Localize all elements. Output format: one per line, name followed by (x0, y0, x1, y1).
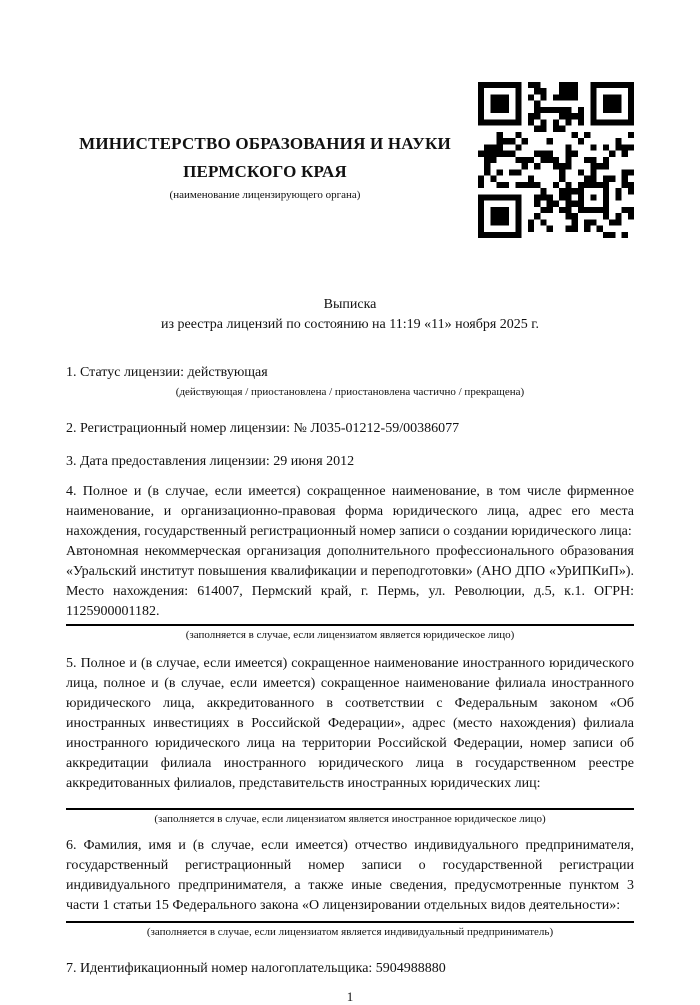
license-status-line: 1. Статус лицензии: действующая (66, 365, 268, 380)
entrepreneur-fill-line (66, 921, 634, 923)
ministry-name-line1: МИНИСТЕРСТВО ОБРАЗОВАНИЯ И НАУКИ (79, 134, 451, 153)
legal-entity-prompt: 4. Полное и (в случае, если имеется) сокращенное наименование, в том числе фирменное наименование, и организационно-правовая форма юридического лица, адрес его места нахождения, государственный регистрационный номер записи о создании юридического лица: (66, 484, 634, 539)
legal-entity-value: Автономная некоммерческая организация дополнительного профессионального образования «Уральский институт повышения квалификации и переподготовки» (АНО ДПО «УрИПКиП»). Место нахождения: 614007, Пермский край, г. Пермь, ул. Революции, д.5, к.1. ОГРН: 1125900001182. (66, 544, 634, 619)
qr-code (478, 82, 634, 238)
qr-code-image (478, 82, 634, 238)
foreign-entity-fill-line (66, 808, 634, 810)
document-header (66, 0, 634, 238)
registration-number-line: 2. Регистрационный номер лицензии: № Л035-01212-59/00386077 (66, 421, 460, 436)
grant-date-line: 3. Дата предоставления лицензии: 29 июня 2012 (66, 454, 355, 469)
document-title-block (66, 295, 634, 335)
document-subtitle: из реестра лицензий по состоянию на 11:19 «11» ноября 2025 г. (161, 317, 539, 332)
license-status-options-caption: (действующая / приостановлена / приостановлена частично / прекращена) (175, 386, 525, 398)
entrepreneur-caption: (заполняется в случае, если лицензиатом является индивидуальный предприниматель) (146, 926, 554, 938)
entrepreneur-prompt: 6. Фамилия, имя и (в случае, если имеется) отчество индивидуального предпринимателя, государственный регистрационный номер записи о государственной регистрации индивидуального предпринимателя, а также иные сведения, предусмотренные пунктом 3 части 1 статьи 15 Федерального закона «О лицензировании отдельных видов деятельности»: (66, 838, 634, 913)
foreign-entity-caption: (заполняется в случае, если лицензиатом является иностранное юридическое лицо) (154, 813, 546, 825)
legal-entity-fill-line (66, 624, 634, 626)
page-number: 1 (346, 989, 354, 1004)
licensing-authority-block (66, 82, 478, 202)
ministry-caption: (наименование лицензирующего органа) (169, 189, 361, 201)
ministry-name-line2: ПЕРМСКОГО КРАЯ (183, 162, 347, 181)
taxpayer-number-line: 7. Идентификационный номер налогоплательщика: 5904988880 (66, 961, 446, 976)
document-title: Выписка (323, 297, 377, 312)
legal-entity-caption: (заполняется в случае, если лицензиатом является юридическое лицо) (185, 629, 515, 641)
foreign-entity-prompt: 5. Полное и (в случае, если имеется) сокращенное наименование иностранного юридического лица, полное и (в случае, если имеется) сокращенное наименование филиала иностранного юридического лица, аккредитованного в соответствии с Федеральным законом «Об иностранных инвестициях в Российской Федерации», адрес (место нахождения) филиала иностранного юридического лица на территории Российской Федерации, номер записи об аккредитации филиала иностранного юридического лица в государственном реестре аккредитованных филиалов, представительств иностранных юридических лиц: (66, 656, 634, 791)
